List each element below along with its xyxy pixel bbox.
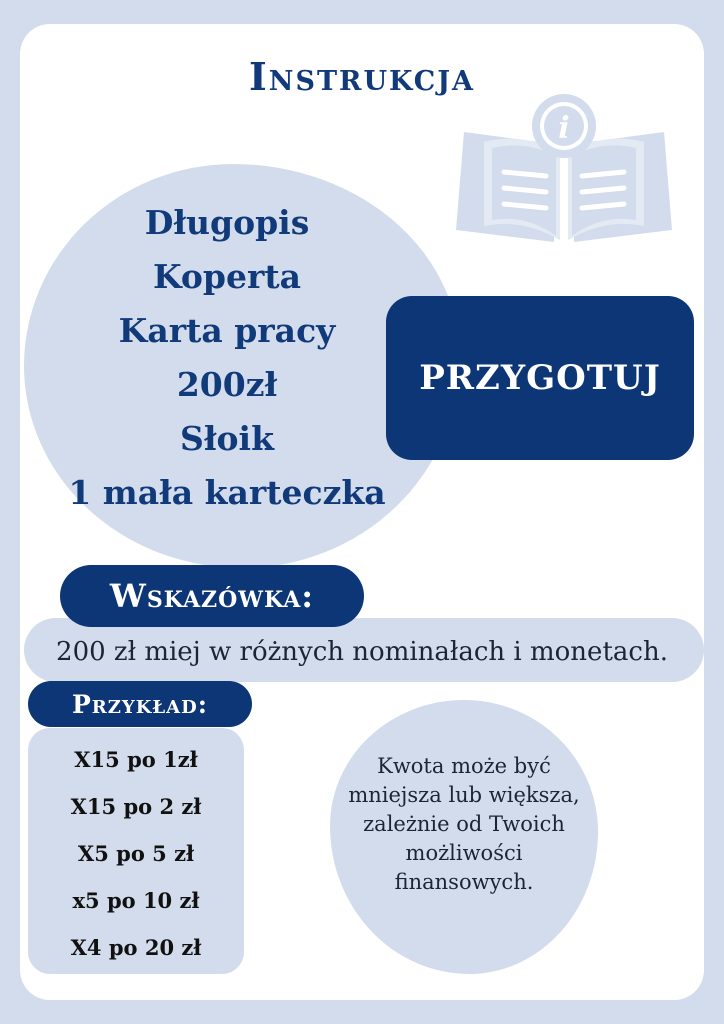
list-item: X4 po 20 zł bbox=[70, 935, 202, 960]
open-book-info-icon bbox=[456, 92, 672, 242]
tip-text: 200 zł miej w różnych nominałach i monetach. bbox=[56, 637, 668, 667]
prepare-label: PRZYGOTUJ bbox=[386, 296, 694, 460]
list-item: 200zł bbox=[176, 365, 278, 404]
note-line: zależnie od Twoich bbox=[363, 812, 565, 836]
list-item: Słoik bbox=[180, 419, 274, 458]
list-item: Długopis bbox=[144, 203, 310, 242]
example-heading: Przykład: bbox=[28, 681, 252, 727]
list-item: X5 po 5 zł bbox=[77, 841, 195, 866]
list-item: x5 po 10 zł bbox=[72, 888, 200, 913]
note-line: finansowych. bbox=[394, 870, 534, 894]
example-list bbox=[28, 736, 244, 971]
list-item: Koperta bbox=[152, 257, 302, 296]
page-title: Instrukcja bbox=[249, 54, 475, 99]
list-item: X15 po 1zł bbox=[74, 747, 198, 772]
list-item: 1 mała karteczka bbox=[68, 473, 386, 512]
list-item: Karta pracy bbox=[118, 311, 336, 350]
note-line: Kwota może być bbox=[377, 754, 551, 778]
note-text bbox=[342, 752, 586, 897]
supplies-list bbox=[40, 196, 414, 520]
list-item: X15 po 2 zł bbox=[70, 794, 202, 819]
instruction-card bbox=[20, 24, 704, 1000]
svg-text:i: i bbox=[558, 111, 570, 146]
tip-heading: Wskazówka: bbox=[60, 565, 364, 627]
note-line: możliwości bbox=[405, 841, 523, 865]
note-line: mniejsza lub większa, bbox=[348, 783, 580, 807]
